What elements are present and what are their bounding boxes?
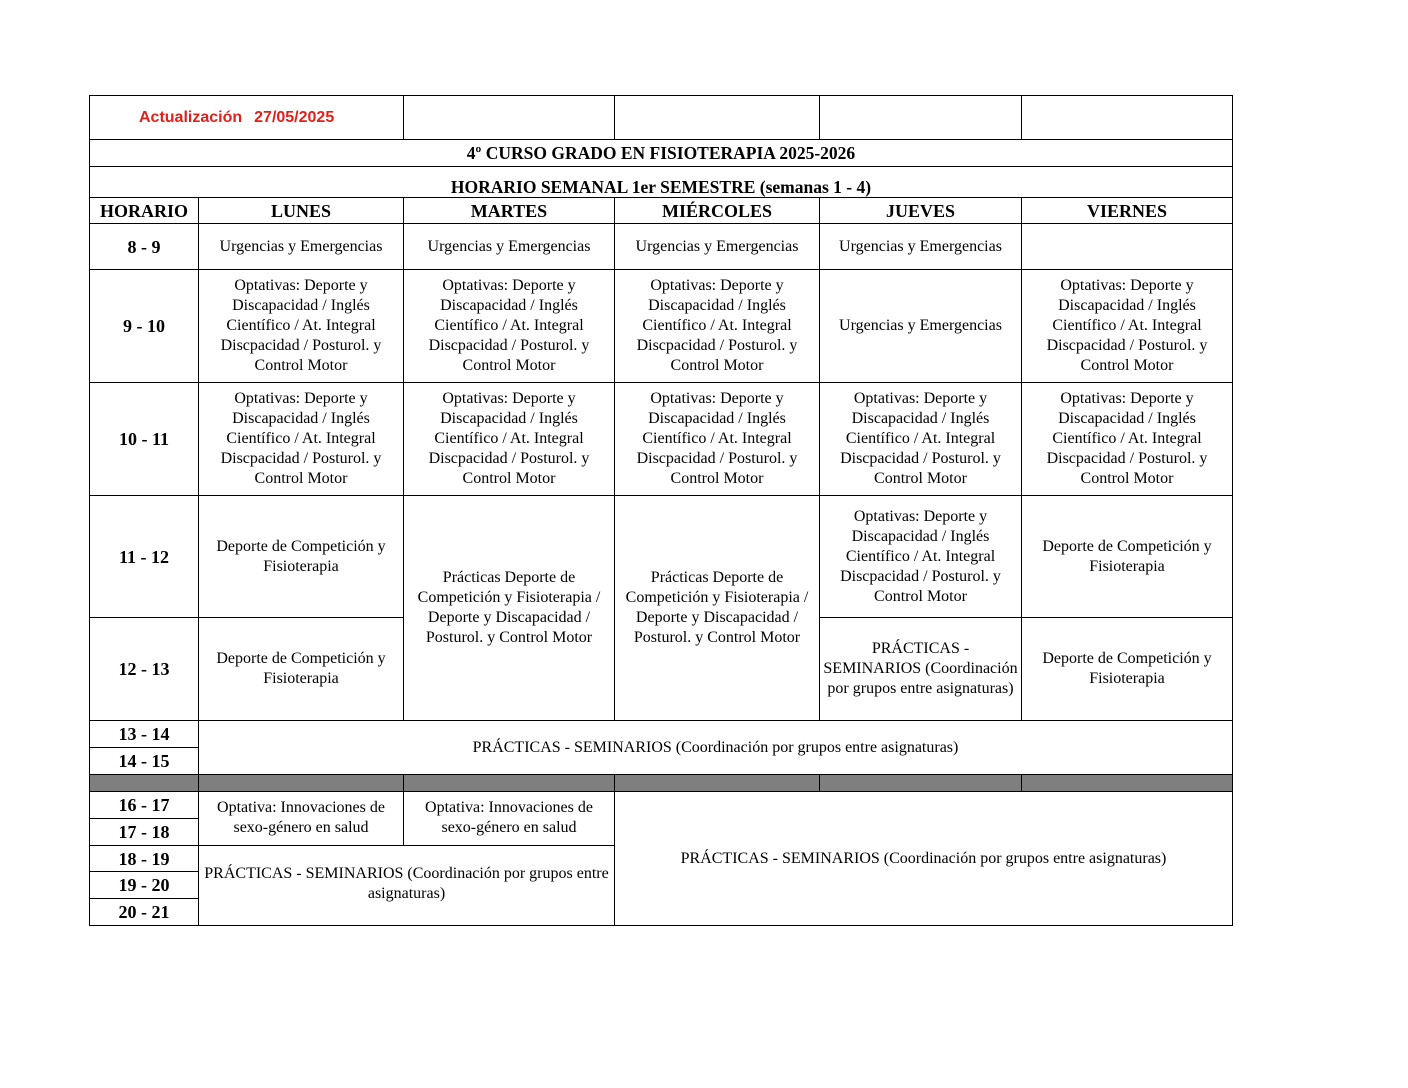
class-cell: Optativas: Deporte y Discapacidad / Inglés Científico / At. Integral Discpacidad / Posturol. y Control Motor bbox=[615, 383, 820, 496]
schedule-row bbox=[90, 792, 1233, 819]
class-cell: Optativas: Deporte y Discapacidad / Inglés Científico / At. Integral Discpacidad / Posturol. y Control Motor bbox=[615, 270, 820, 383]
hour-label: 12 - 13 bbox=[90, 618, 199, 721]
class-cell: Optativas: Deporte y Discapacidad / Inglés Científico / At. Integral Discpacidad / Posturol. y Control Motor bbox=[404, 383, 615, 496]
subtitle-row bbox=[90, 167, 1233, 198]
horario-header: HORARIO bbox=[90, 198, 199, 224]
class-cell: Prácticas Deporte de Competición y Fisioterapia / Deporte y Discapacidad / Posturol. y Control Motor bbox=[615, 496, 820, 721]
class-cell: PRÁCTICAS - SEMINARIOS (Coordinación por grupos entre asignaturas) bbox=[199, 721, 1233, 775]
empty-cell bbox=[1022, 224, 1233, 270]
empty-cell bbox=[820, 96, 1022, 140]
class-cell: PRÁCTICAS - SEMINARIOS (Coordinación por grupos entre asignaturas) bbox=[199, 846, 615, 926]
day-header-martes: MARTES bbox=[404, 198, 615, 224]
class-cell: Prácticas Deporte de Competición y Fisioterapia / Deporte y Discapacidad / Posturol. y Control Motor bbox=[404, 496, 615, 721]
class-cell: Deporte de Competición y Fisioterapia bbox=[199, 618, 404, 721]
class-cell: Optativas: Deporte y Discapacidad / Inglés Científico / At. Integral Discpacidad / Posturol. y Control Motor bbox=[820, 383, 1022, 496]
class-cell: Urgencias y Emergencias bbox=[615, 224, 820, 270]
class-cell: Optativas: Deporte y Discapacidad / Inglés Científico / At. Integral Discpacidad / Posturol. y Control Motor bbox=[1022, 383, 1233, 496]
empty-cell bbox=[1022, 96, 1233, 140]
page-subtitle: HORARIO SEMANAL 1er SEMESTRE (semanas 1 - 4) bbox=[90, 167, 1233, 198]
hour-label: 20 - 21 bbox=[90, 899, 199, 926]
hour-label: 18 - 19 bbox=[90, 846, 199, 872]
update-cell bbox=[90, 96, 404, 140]
hour-label: 19 - 20 bbox=[90, 872, 199, 899]
schedule-row bbox=[90, 721, 1233, 748]
empty-cell bbox=[615, 96, 820, 140]
hour-label: 13 - 14 bbox=[90, 721, 199, 748]
day-header-jueves: JUEVES bbox=[820, 198, 1022, 224]
update-date: 27/05/2025 bbox=[254, 108, 335, 126]
class-cell: Optativas: Deporte y Discapacidad / Inglés Científico / At. Integral Discpacidad / Posturol. y Control Motor bbox=[1022, 270, 1233, 383]
hour-label: 9 - 10 bbox=[90, 270, 199, 383]
title-row bbox=[90, 140, 1233, 167]
class-cell: Urgencias y Emergencias bbox=[199, 224, 404, 270]
class-cell: PRÁCTICAS - SEMINARIOS (Coordinación por grupos entre asignaturas) bbox=[615, 792, 1233, 926]
hour-label: 11 - 12 bbox=[90, 496, 199, 618]
hour-label: 8 - 9 bbox=[90, 224, 199, 270]
schedule-row bbox=[90, 224, 1233, 270]
schedule-row bbox=[90, 270, 1233, 383]
class-cell: Deporte de Competición y Fisioterapia bbox=[1022, 496, 1233, 618]
class-cell: Optativas: Deporte y Discapacidad / Inglés Científico / At. Integral Discpacidad / Posturol. y Control Motor bbox=[820, 496, 1022, 618]
update-label: Actualización bbox=[139, 108, 243, 126]
class-cell: Urgencias y Emergencias bbox=[820, 270, 1022, 383]
day-header-row bbox=[90, 198, 1233, 224]
separator-cell bbox=[1022, 775, 1233, 792]
update-row bbox=[90, 96, 1233, 140]
class-cell: PRÁCTICAS - SEMINARIOS (Coordinación por grupos entre asignaturas) bbox=[820, 618, 1022, 721]
schedule-row bbox=[90, 496, 1233, 618]
class-cell: Urgencias y Emergencias bbox=[820, 224, 1022, 270]
class-cell: Urgencias y Emergencias bbox=[404, 224, 615, 270]
separator-cell bbox=[820, 775, 1022, 792]
day-header-miercoles: MIÉRCOLES bbox=[615, 198, 820, 224]
class-cell: Deporte de Competición y Fisioterapia bbox=[1022, 618, 1233, 721]
class-cell: Deporte de Competición y Fisioterapia bbox=[199, 496, 404, 618]
empty-cell bbox=[404, 96, 615, 140]
separator-cell bbox=[199, 775, 404, 792]
class-cell: Optativa: Innovaciones de sexo-género en salud bbox=[404, 792, 615, 846]
separator-cell bbox=[90, 775, 199, 792]
class-cell: Optativas: Deporte y Discapacidad / Inglés Científico / At. Integral Discpacidad / Posturol. y Control Motor bbox=[199, 270, 404, 383]
class-cell: Optativas: Deporte y Discapacidad / Inglés Científico / At. Integral Discpacidad / Posturol. y Control Motor bbox=[404, 270, 615, 383]
class-cell: Optativas: Deporte y Discapacidad / Inglés Científico / At. Integral Discpacidad / Posturol. y Control Motor bbox=[199, 383, 404, 496]
day-header-lunes: LUNES bbox=[199, 198, 404, 224]
page-title: 4º CURSO GRADO EN FISIOTERAPIA 2025-2026 bbox=[90, 140, 1233, 167]
schedule-row bbox=[90, 383, 1233, 496]
hour-label: 10 - 11 bbox=[90, 383, 199, 496]
schedule-table bbox=[89, 95, 1233, 926]
separator-cell bbox=[404, 775, 615, 792]
hour-label: 17 - 18 bbox=[90, 819, 199, 846]
hour-label: 14 - 15 bbox=[90, 748, 199, 775]
hour-label: 16 - 17 bbox=[90, 792, 199, 819]
separator-cell bbox=[615, 775, 820, 792]
day-header-viernes: VIERNES bbox=[1022, 198, 1233, 224]
class-cell: Optativa: Innovaciones de sexo-género en salud bbox=[199, 792, 404, 846]
break-separator-row bbox=[90, 775, 1233, 792]
